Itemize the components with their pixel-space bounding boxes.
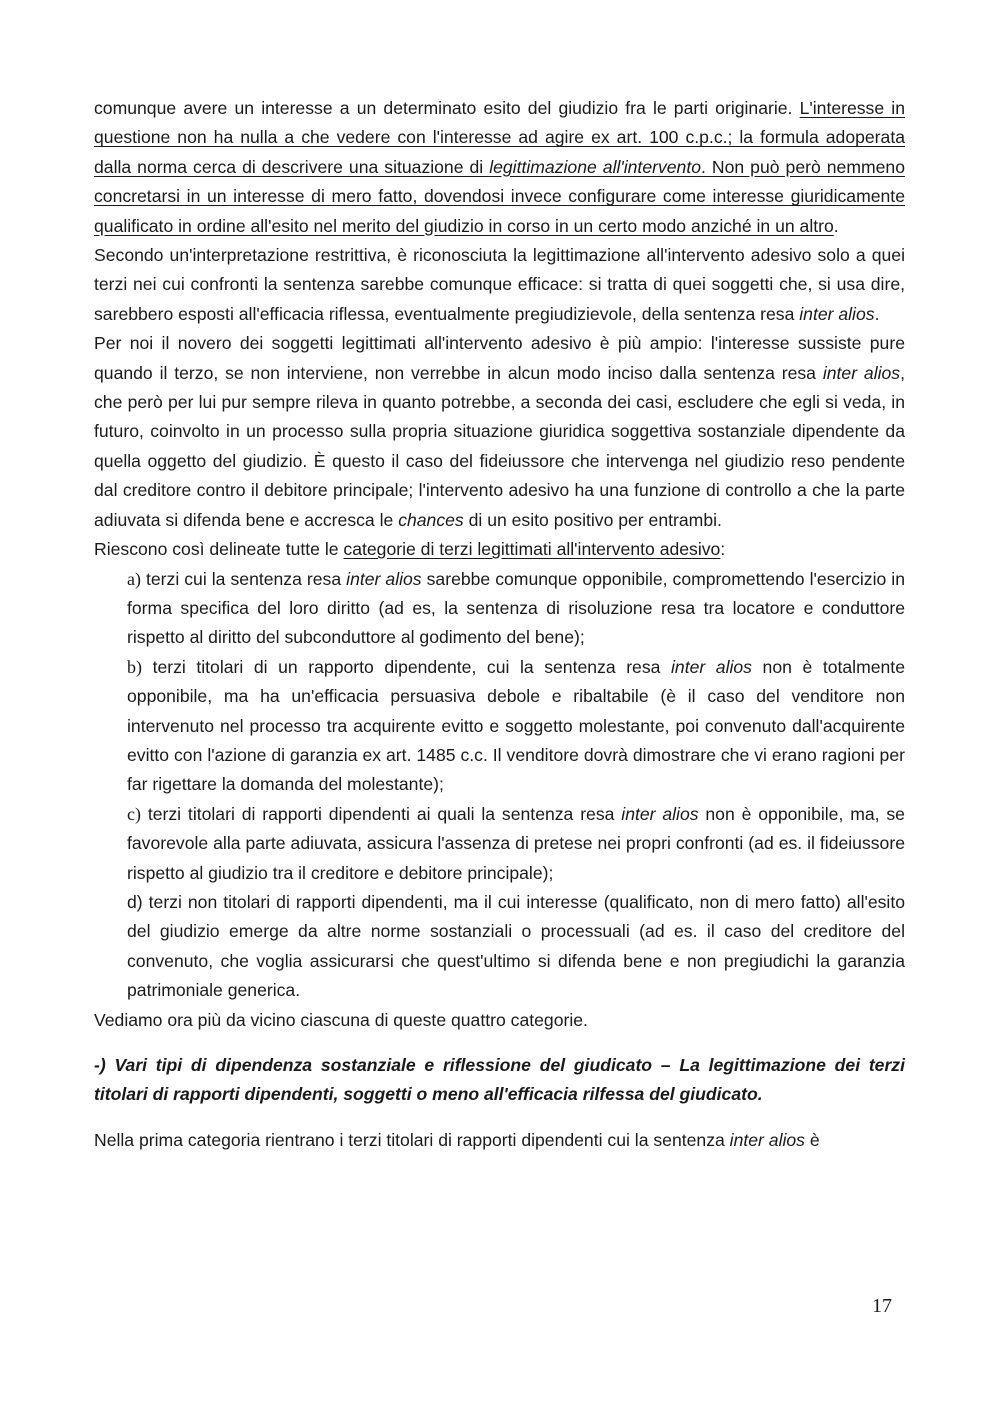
- page-number: 17: [872, 1295, 892, 1317]
- list-item-d: d) terzi non titolari di rapporti dipendenti, ma il cui interesse (qualificato, non di mero fatto) all'esito del giudizio emerge da altre norme sostanziali o processuali (ad es. il caso del creditore del convenuto, che voglia assicurarsi che quest'ultimo si difenda bene e non pregiudichi la garanzia patrimoniale generica.: [127, 891, 905, 1001]
- italic-term: inter alios: [621, 803, 699, 824]
- list-marker: d): [127, 891, 143, 912]
- list-item-a: a) terzi cui la sentenza resa inter alios sarebbe comunque opponibile, compromettendo l'esercizio in forma specifica del loro diritto (ad es, la sentenza di risoluzione resa tra locatore e conduttore rispetto al diritto del subconduttore al godimento del bene);: [127, 568, 905, 648]
- text-run: comunque avere un interesse a un determinato esito del giudizio fra le parti originarie.: [94, 98, 800, 118]
- list-item-c: c) terzi titolari di rapporti dipendenti ai quali la sentenza resa inter alios non è opponibile, ma, se favorevole alla parte adiuvata, assicura l'assenza di pretese nei propri confronti (ad es. il fideiussore rispetto al giudizio tra il creditore e debitore principale);: [127, 803, 905, 883]
- list-item-b: b) terzi titolari di un rapporto dipendente, cui la sentenza resa inter alios non è totalmente opponibile, ma ha un'efficacia persuasiva debole e ribaltabile (è il caso del venditore non intervenuto nel processo tra acquirente evitto e soggetto molestante, poi convenuto dall'acquirente evitto con l'azione di garanzia ex art. 1485 c.c. Il venditore dovrà dimostrare che vi erano ragioni per far rigettare la domanda del molestante);: [127, 656, 905, 795]
- paragraph-categorie-intro: Riescono così delineate tutte le categorie di terzi legittimati all'intervento adesivo:: [94, 539, 726, 560]
- italic-term: inter alios: [822, 362, 901, 383]
- list-marker: c): [127, 803, 141, 824]
- paragraph-prima-categoria: Nella prima categoria rientrano i terzi titolari di rapporti dipendenti cui la sentenza inter alios è: [94, 1129, 820, 1150]
- italic-term: inter alios: [671, 656, 752, 677]
- document-body: [94, 94, 905, 1155]
- section-heading: -) Vari tipi di dipendenza sostanziale e riflessione del giudicato – La legittimazione dei terzi titolari di rapporti dipendenti, soggetti o meno all'efficacia rilfessa del giudicato.: [94, 1055, 905, 1105]
- italic-term: inter alios: [346, 568, 422, 589]
- paragraph-interesse: comunque avere un interesse a un determinato esito del giudizio fra le parti originarie. L'interesse in questione non ha nulla a che vedere con l'interesse ad agire ex art. 100 c.p.c.; la formula adoperata dalla norma cerca di descrivere una situazione di legittimazione all'intervento. Non può però nemmeno concretarsi in un interesse di mero fatto, dovendosi invece configurare come interesse giuridicamente qualificato in ordine all'esito nel merito del giudizio in corso in un certo modo anziché in un altro.: [94, 98, 905, 236]
- paragraph-vediamo: Vediamo ora più da vicino ciascuna di queste quattro categorie.: [94, 1009, 588, 1030]
- underlined-passage: L'interesse in questione non ha nulla a che vedere con l'interesse ad agire ex art. 100 c.p.c.; la formula adoperata dalla norma cerca di descrivere una situazione di legittimazione all'intervento. Non può però nemmeno concretarsi in un interesse di mero fatto, dovendosi invece configurare come interesse giuridicamente qualificato in ordine all'esito nel merito del giudizio in corso in un certo modo anziché in un altro: [94, 98, 905, 236]
- categories-list: [94, 565, 905, 1006]
- italic-term: inter alios: [799, 303, 875, 324]
- italic-term: chances: [398, 509, 464, 530]
- spacer: [94, 1035, 905, 1051]
- underlined-passage: categorie di terzi legittimati all'intervento adesivo: [343, 539, 721, 560]
- italic-term: legittimazione all'intervento: [489, 156, 702, 177]
- italic-term: inter alios: [729, 1129, 805, 1150]
- paragraph-interpretazione-restrittiva: Secondo un'interpretazione restrittiva, è riconosciuta la legittimazione all'intervento adesivo solo a quei terzi nei cui confronti la sentenza sarebbe comunque efficace: si tratta di quei soggetti che, si usa dire, sarebbero esposti all'efficacia riflessa, eventualmente pregiudizievole, della sentenza resa inter alios.: [94, 245, 905, 324]
- list-marker: a): [127, 568, 141, 589]
- list-marker: b): [127, 656, 142, 677]
- paragraph-novero-soggetti: Per noi il novero dei soggetti legittimati all'intervento adesivo è più ampio: l'interesse sussiste pure quando il terzo, se non interviene, non verrebbe in alcun modo inciso dalla sentenza resa inter alios, che però per lui pur sempre rileva in quanto potrebbe, a seconda dei casi, escludere che egli si veda, in futuro, coinvolto in un processo sulla propria situazione giuridica soggettiva sostanziale dipendente da quella oggetto del giudizio. È questo il caso del fideiussore che intervenga nel giudizio reso pendente dal creditore contro il debitore principale; l'intervento adesivo ha una funzione di controllo a che la parte adiuvata si difenda bene e accresca le chances di un esito positivo per entrambi.: [94, 333, 905, 530]
